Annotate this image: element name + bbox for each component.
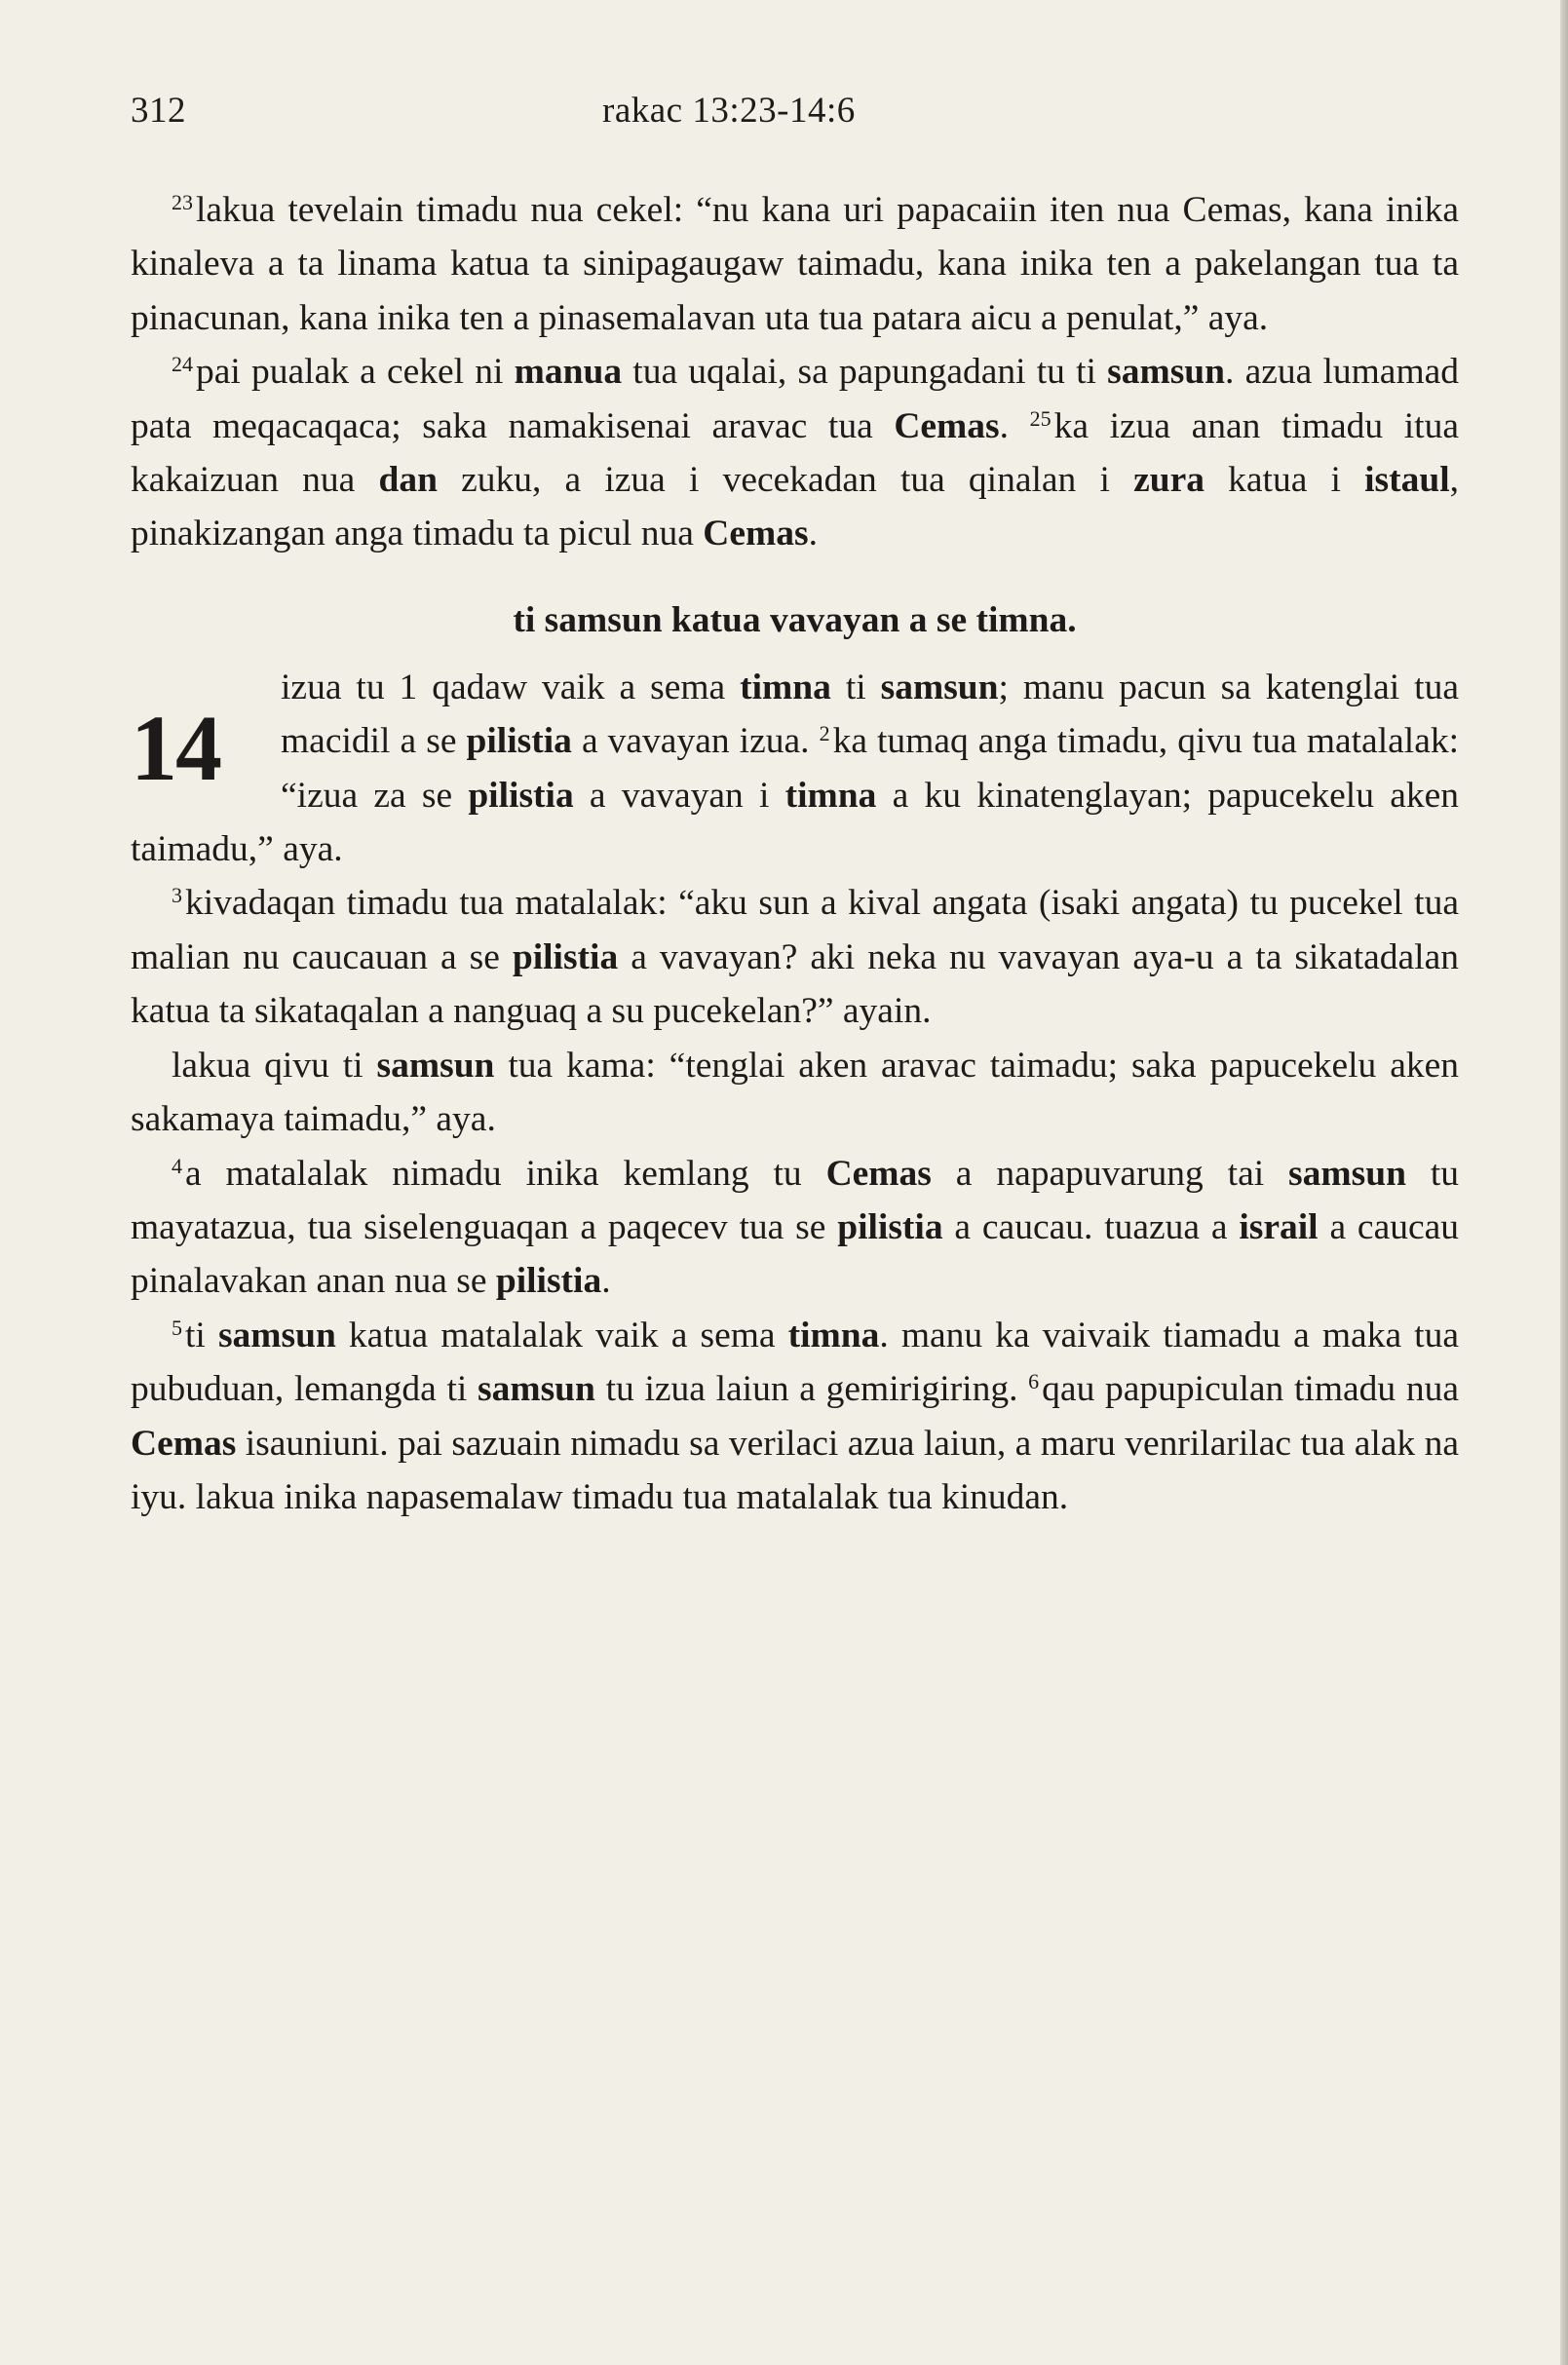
verse-number: 5 [172,1315,182,1340]
verse-number: 6 [1028,1369,1040,1394]
verse-number: 2 [819,721,830,746]
verse-number: 3 [172,883,182,908]
verse-14-4: $^4$a matalalak nimadu inika kemlang tu Cemas a napapuvarung tai samsun tu mayatazua, tua siselenguaqan a paqecev tua se pilistia a caucau. tuazua a israil a caucau pinalavakan anan nua se pilistia. [131,1153,1460,1302]
running-title: rakac 13:23-14:6 [602,91,856,131]
chapter-number: 14 [131,695,220,800]
verse-14-5-6: $^5$ti samsun katua matalalak vaik a sema timna. manu ka vaivaik tiamadu a maka tua pubuduan, lemangda ti samsun tu izua laiun a gemirigiring. $^6$qau papupiculan timadu nua Cemas isauniuni. pai sazuain nimadu sa verilaci azua laiun, a maru venrilarilac tua alak na iyu. lakua inika napasemalaw timadu tua matalalak tua kinudan. [131,1315,1459,1517]
verse-number: 25 [1029,405,1052,431]
verse-14-3: $^3$kivadaqan timadu tua matalalak: “aku sun a kival angata (isaki angata) tu pucekel tua malian nu caucauan a se pilistia a vavayan? aki neka nu vavayan aya-u a ta sikatadalan katua ta sikataqalan a nanguaq a su pucekelan?” ayain. [131,883,1459,1032]
verse-14-1: 14 izua tu 1 qadaw vaik a sema timna ti samsun; manu pacun sa katenglai tua macidil a se pilistia a vavayan izua. $^2$ka tumaq anga timadu, qivu tua matalalak: “izua za se pilistia a vavayan i timna a ku kinatenglayan; papucekelu aken taimadu,” aya. [131,667,1460,870]
verse-13-24: $^{24}$pai pualak a cekel ni manua tua uqalai, sa papungadani tu ti samsun. azua lumamad pata meqacaqaca; saka namakisenai aravac tua Cemas. $^{25}$ka izua anan timadu itua kakaizuan nua dan zuku, a izua i vecekadan tua qinalan i zura katua i istaul, pinakizangan anga timadu ta picul nua Cemas. [131,352,1460,554]
verse-number: 4 [172,1153,182,1178]
page-edge [1560,0,1568,2365]
verse-13-23: $^{23}$lakua tevelain timadu nua cekel: “nu kana uri papacaiin iten nua Cemas, kana inika kinaleva a ta linama katua ta sinipagaugaw taimadu, kana inika ten a pakelangan tua ta pinacunan, kana inika ten a pinasemalavan uta tua patara aicu a penulat,” aya. [131,190,1459,338]
section-heading: ti samsun katua vavayan a se timna. [513,599,1077,640]
running-head [131,90,1459,138]
verse-14-3-continued: lakua qivu ti samsun tua kama: “tenglai aken aravac taimadu; saka papucekelu aken sakamaya taimadu,” aya. [131,1045,1459,1140]
body-text [131,183,1459,1524]
verse-number: 24 [172,352,193,377]
page-number: 312 [131,91,186,131]
verse-number: 23 [172,190,193,214]
